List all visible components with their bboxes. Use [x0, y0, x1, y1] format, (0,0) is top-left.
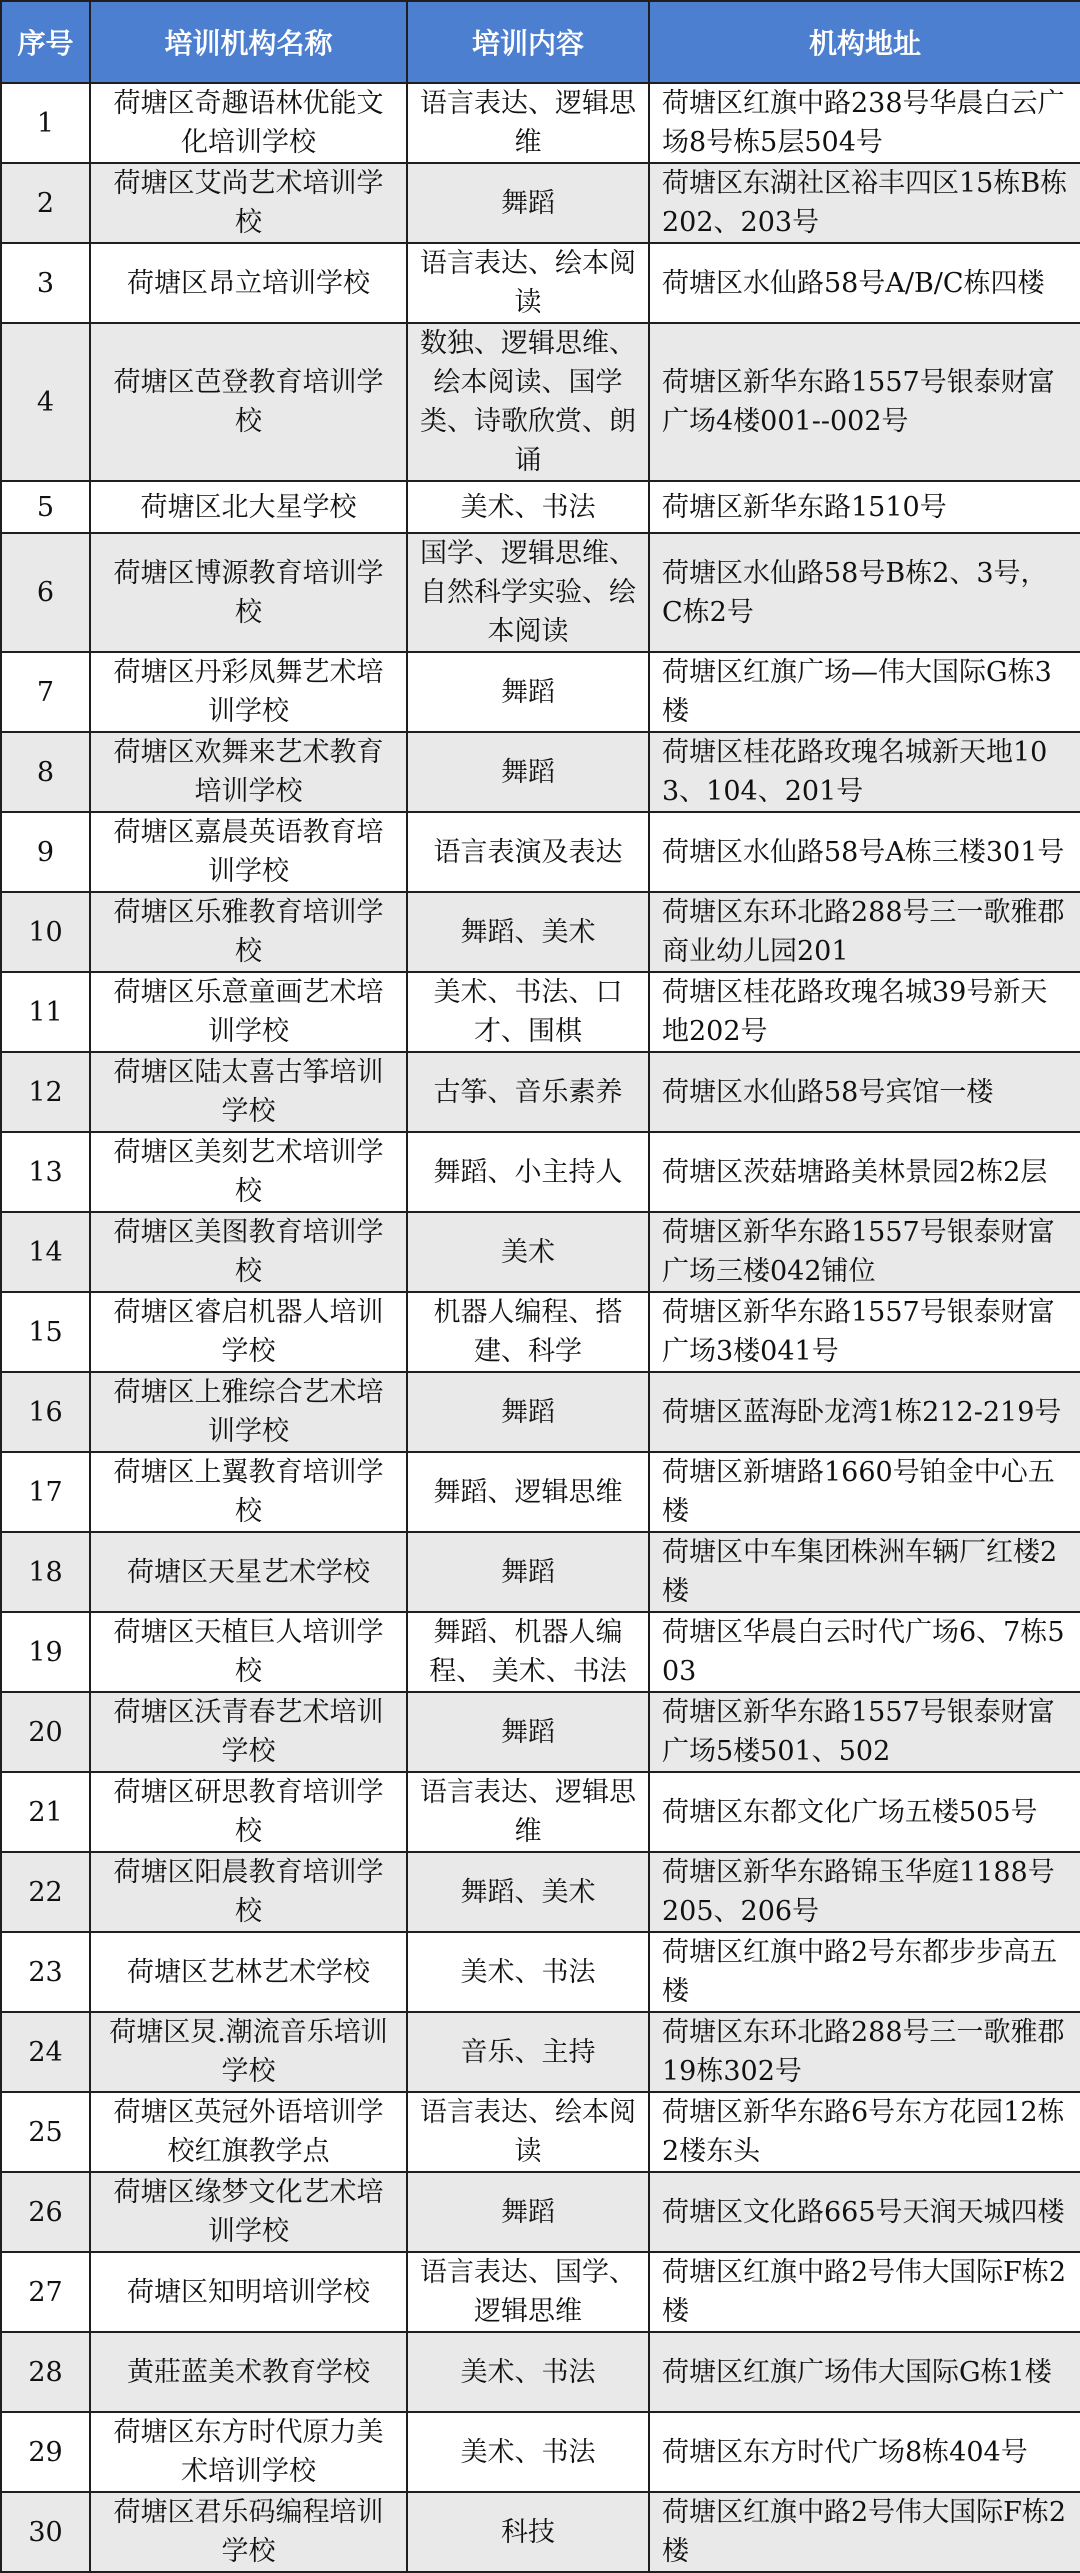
cell-address: 荷塘区红旗中路2号伟大国际F栋2楼: [649, 2492, 1080, 2572]
cell-training-content: 舞蹈: [407, 1532, 649, 1612]
table-row: [1, 323, 1080, 481]
cell-address: 荷塘区水仙路58号A/B/C栋四楼: [649, 243, 1080, 323]
cell-institution-name: 荷塘区陆太喜古筝培训学校: [90, 1052, 407, 1132]
cell-institution-name: 荷塘区研思教育培训学校: [90, 1772, 407, 1852]
table-row: [1, 1292, 1080, 1372]
table-row: [1, 892, 1080, 972]
table-row: [1, 1612, 1080, 1692]
cell-training-content: 舞蹈、美术: [407, 892, 649, 972]
cell-institution-name: 荷塘区东方时代原力美术培训学校: [90, 2412, 407, 2492]
table-row: [1, 1692, 1080, 1772]
cell-institution-name: 荷塘区上雅综合艺术培训学校: [90, 1372, 407, 1452]
cell-training-content: 语言表达、逻辑思维: [407, 1772, 649, 1852]
cell-number: 21: [1, 1772, 90, 1852]
cell-address: 荷塘区新塘路1660号铂金中心五楼: [649, 1452, 1080, 1532]
table-row: [1, 1452, 1080, 1532]
cell-institution-name: 荷塘区昂立培训学校: [90, 243, 407, 323]
column-header-number: 序号: [1, 1, 90, 83]
cell-institution-name: 荷塘区乐意童画艺术培训学校: [90, 972, 407, 1052]
table-row: [1, 243, 1080, 323]
cell-number: 4: [1, 323, 90, 481]
table-row: [1, 2332, 1080, 2412]
cell-number: 6: [1, 533, 90, 652]
cell-address: 荷塘区水仙路58号宾馆一楼: [649, 1052, 1080, 1132]
cell-training-content: 机器人编程、搭建、科学: [407, 1292, 649, 1372]
cell-institution-name: 荷塘区阳晨教育培训学校: [90, 1852, 407, 1932]
cell-address: 荷塘区东环北路288号三一歌雅郡商业幼儿园201: [649, 892, 1080, 972]
cell-number: 2: [1, 163, 90, 243]
cell-number: 16: [1, 1372, 90, 1452]
table-row: [1, 812, 1080, 892]
cell-number: 10: [1, 892, 90, 972]
column-header-name: 培训机构名称: [90, 1, 407, 83]
table-row: [1, 1532, 1080, 1612]
cell-address: 荷塘区红旗广场—伟大国际G栋3楼: [649, 652, 1080, 732]
cell-number: 20: [1, 1692, 90, 1772]
table-row: [1, 533, 1080, 652]
cell-address: 荷塘区华晨白云时代广场6、7栋503: [649, 1612, 1080, 1692]
cell-address: 荷塘区新华东路1510号: [649, 481, 1080, 533]
cell-address: 荷塘区红旗中路2号东都步步高五楼: [649, 1932, 1080, 2012]
cell-address: 荷塘区桂花路玫瑰名城新天地103、104、201号: [649, 732, 1080, 812]
table-row: [1, 1132, 1080, 1212]
cell-institution-name: 荷塘区炅.潮流音乐培训学校: [90, 2012, 407, 2092]
cell-address: 荷塘区新华东路1557号银泰财富广场4楼001--002号: [649, 323, 1080, 481]
cell-institution-name: 荷塘区上翼教育培训学校: [90, 1452, 407, 1532]
cell-address: 荷塘区水仙路58号A栋三楼301号: [649, 812, 1080, 892]
cell-institution-name: 荷塘区芭登教育培训学校: [90, 323, 407, 481]
cell-institution-name: 荷塘区艾尚艺术培训学校: [90, 163, 407, 243]
cell-address: 荷塘区新华东路锦玉华庭1188号205、206号: [649, 1852, 1080, 1932]
cell-training-content: 数独、逻辑思维、绘本阅读、国学类、诗歌欣赏、朗诵: [407, 323, 649, 481]
table-row: [1, 1212, 1080, 1292]
column-header-address: 机构地址: [649, 1, 1080, 83]
cell-address: 荷塘区新华东路6号东方花园12栋2楼东头: [649, 2092, 1080, 2172]
cell-training-content: 舞蹈、逻辑思维: [407, 1452, 649, 1532]
cell-training-content: 舞蹈: [407, 652, 649, 732]
cell-training-content: 舞蹈: [407, 163, 649, 243]
table-row: [1, 1852, 1080, 1932]
cell-training-content: 语言表达、国学、逻辑思维: [407, 2252, 649, 2332]
table-row: [1, 1052, 1080, 1132]
cell-number: 24: [1, 2012, 90, 2092]
cell-address: 荷塘区蓝海卧龙湾1栋212-219号: [649, 1372, 1080, 1452]
table-row: [1, 652, 1080, 732]
cell-training-content: 语言表达、绘本阅读: [407, 243, 649, 323]
cell-number: 14: [1, 1212, 90, 1292]
table-row: [1, 1372, 1080, 1452]
cell-training-content: 美术、书法: [407, 481, 649, 533]
cell-address: 荷塘区水仙路58号B栋2、3号，C栋2号: [649, 533, 1080, 652]
table-row: [1, 2412, 1080, 2492]
table-row: [1, 2012, 1080, 2092]
cell-training-content: 国学、逻辑思维、自然科学实验、绘本阅读: [407, 533, 649, 652]
cell-number: 3: [1, 243, 90, 323]
cell-number: 5: [1, 481, 90, 533]
cell-number: 23: [1, 1932, 90, 2012]
cell-address: 荷塘区东都文化广场五楼505号: [649, 1772, 1080, 1852]
cell-training-content: 舞蹈、美术: [407, 1852, 649, 1932]
cell-number: 19: [1, 1612, 90, 1692]
table-row: [1, 2492, 1080, 2572]
cell-training-content: 美术、书法: [407, 2412, 649, 2492]
table-row: [1, 163, 1080, 243]
cell-number: 17: [1, 1452, 90, 1532]
cell-institution-name: 荷塘区睿启机器人培训学校: [90, 1292, 407, 1372]
cell-institution-name: 荷塘区丹彩凤舞艺术培训学校: [90, 652, 407, 732]
cell-institution-name: 荷塘区君乐码编程培训学校: [90, 2492, 407, 2572]
cell-number: 25: [1, 2092, 90, 2172]
cell-address: 荷塘区东环北路288号三一歌雅郡19栋302号: [649, 2012, 1080, 2092]
column-header-content: 培训内容: [407, 1, 649, 83]
cell-institution-name: 荷塘区美刻艺术培训学校: [90, 1132, 407, 1212]
cell-training-content: 舞蹈: [407, 732, 649, 812]
cell-institution-name: 荷塘区嘉晨英语教育培训学校: [90, 812, 407, 892]
cell-number: 7: [1, 652, 90, 732]
cell-training-content: 科技: [407, 2492, 649, 2572]
cell-institution-name: 荷塘区欢舞来艺术教育培训学校: [90, 732, 407, 812]
cell-number: 22: [1, 1852, 90, 1932]
cell-training-content: 舞蹈、小主持人: [407, 1132, 649, 1212]
cell-institution-name: 黄莊蓝美术教育学校: [90, 2332, 407, 2412]
cell-training-content: 古筝、音乐素养: [407, 1052, 649, 1132]
cell-training-content: 语言表演及表达: [407, 812, 649, 892]
cell-number: 1: [1, 83, 90, 163]
cell-training-content: 音乐、主持: [407, 2012, 649, 2092]
table-row: [1, 1772, 1080, 1852]
cell-training-content: 语言表达、绘本阅读: [407, 2092, 649, 2172]
cell-training-content: 舞蹈、机器人编程、 美术、书法: [407, 1612, 649, 1692]
cell-institution-name: 荷塘区乐雅教育培训学校: [90, 892, 407, 972]
cell-address: 荷塘区新华东路1557号银泰财富广场三楼042铺位: [649, 1212, 1080, 1292]
cell-training-content: 美术、书法、口才、围棋: [407, 972, 649, 1052]
cell-number: 9: [1, 812, 90, 892]
table-row: [1, 1932, 1080, 2012]
cell-address: 荷塘区中车集团株洲车辆厂红楼2楼: [649, 1532, 1080, 1612]
cell-number: 28: [1, 2332, 90, 2412]
cell-institution-name: 荷塘区北大星学校: [90, 481, 407, 533]
cell-institution-name: 荷塘区缘梦文化艺术培训学校: [90, 2172, 407, 2252]
cell-number: 15: [1, 1292, 90, 1372]
cell-number: 27: [1, 2252, 90, 2332]
cell-training-content: 舞蹈: [407, 1692, 649, 1772]
cell-number: 13: [1, 1132, 90, 1212]
cell-institution-name: 荷塘区博源教育培训学校: [90, 533, 407, 652]
cell-number: 26: [1, 2172, 90, 2252]
table-row: [1, 83, 1080, 163]
cell-institution-name: 荷塘区英冠外语培训学校红旗教学点: [90, 2092, 407, 2172]
cell-institution-name: 荷塘区美图教育培训学校: [90, 1212, 407, 1292]
cell-address: 荷塘区新华东路1557号银泰财富广场3楼041号: [649, 1292, 1080, 1372]
cell-address: 荷塘区红旗广场伟大国际G栋1楼: [649, 2332, 1080, 2412]
table-row: [1, 2252, 1080, 2332]
cell-number: 11: [1, 972, 90, 1052]
cell-training-content: 语言表达、逻辑思维: [407, 83, 649, 163]
cell-training-content: 舞蹈: [407, 2172, 649, 2252]
cell-institution-name: 荷塘区天植巨人培训学校: [90, 1612, 407, 1692]
cell-address: 荷塘区东方时代广场8栋404号: [649, 2412, 1080, 2492]
table-header-row: [1, 1, 1080, 83]
cell-address: 荷塘区新华东路1557号银泰财富广场5楼501、502: [649, 1692, 1080, 1772]
cell-training-content: 美术、书法: [407, 2332, 649, 2412]
cell-address: 荷塘区红旗中路238号华晨白云广场8号栋5层504号: [649, 83, 1080, 163]
cell-institution-name: 荷塘区奇趣语林优能文化培训学校: [90, 83, 407, 163]
cell-institution-name: 荷塘区艺林艺术学校: [90, 1932, 407, 2012]
cell-training-content: 美术: [407, 1212, 649, 1292]
table-row: [1, 2172, 1080, 2252]
cell-address: 荷塘区东湖社区裕丰四区15栋B栋202、203号: [649, 163, 1080, 243]
cell-institution-name: 荷塘区天星艺术学校: [90, 1532, 407, 1612]
table-row: [1, 732, 1080, 812]
table-body: [1, 83, 1080, 2572]
cell-address: 荷塘区文化路665号天润天城四楼: [649, 2172, 1080, 2252]
cell-number: 30: [1, 2492, 90, 2572]
cell-number: 12: [1, 1052, 90, 1132]
cell-number: 8: [1, 732, 90, 812]
cell-training-content: 美术、书法: [407, 1932, 649, 2012]
cell-address: 荷塘区茨菇塘路美林景园2栋2层: [649, 1132, 1080, 1212]
cell-number: 29: [1, 2412, 90, 2492]
cell-number: 18: [1, 1532, 90, 1612]
table-row: [1, 2092, 1080, 2172]
cell-institution-name: 荷塘区沃青春艺术培训学校: [90, 1692, 407, 1772]
cell-training-content: 舞蹈: [407, 1372, 649, 1452]
cell-address: 荷塘区红旗中路2号伟大国际F栋2楼: [649, 2252, 1080, 2332]
cell-address: 荷塘区桂花路玫瑰名城39号新天地202号: [649, 972, 1080, 1052]
table-row: [1, 972, 1080, 1052]
cell-institution-name: 荷塘区知明培训学校: [90, 2252, 407, 2332]
table-row: [1, 481, 1080, 533]
